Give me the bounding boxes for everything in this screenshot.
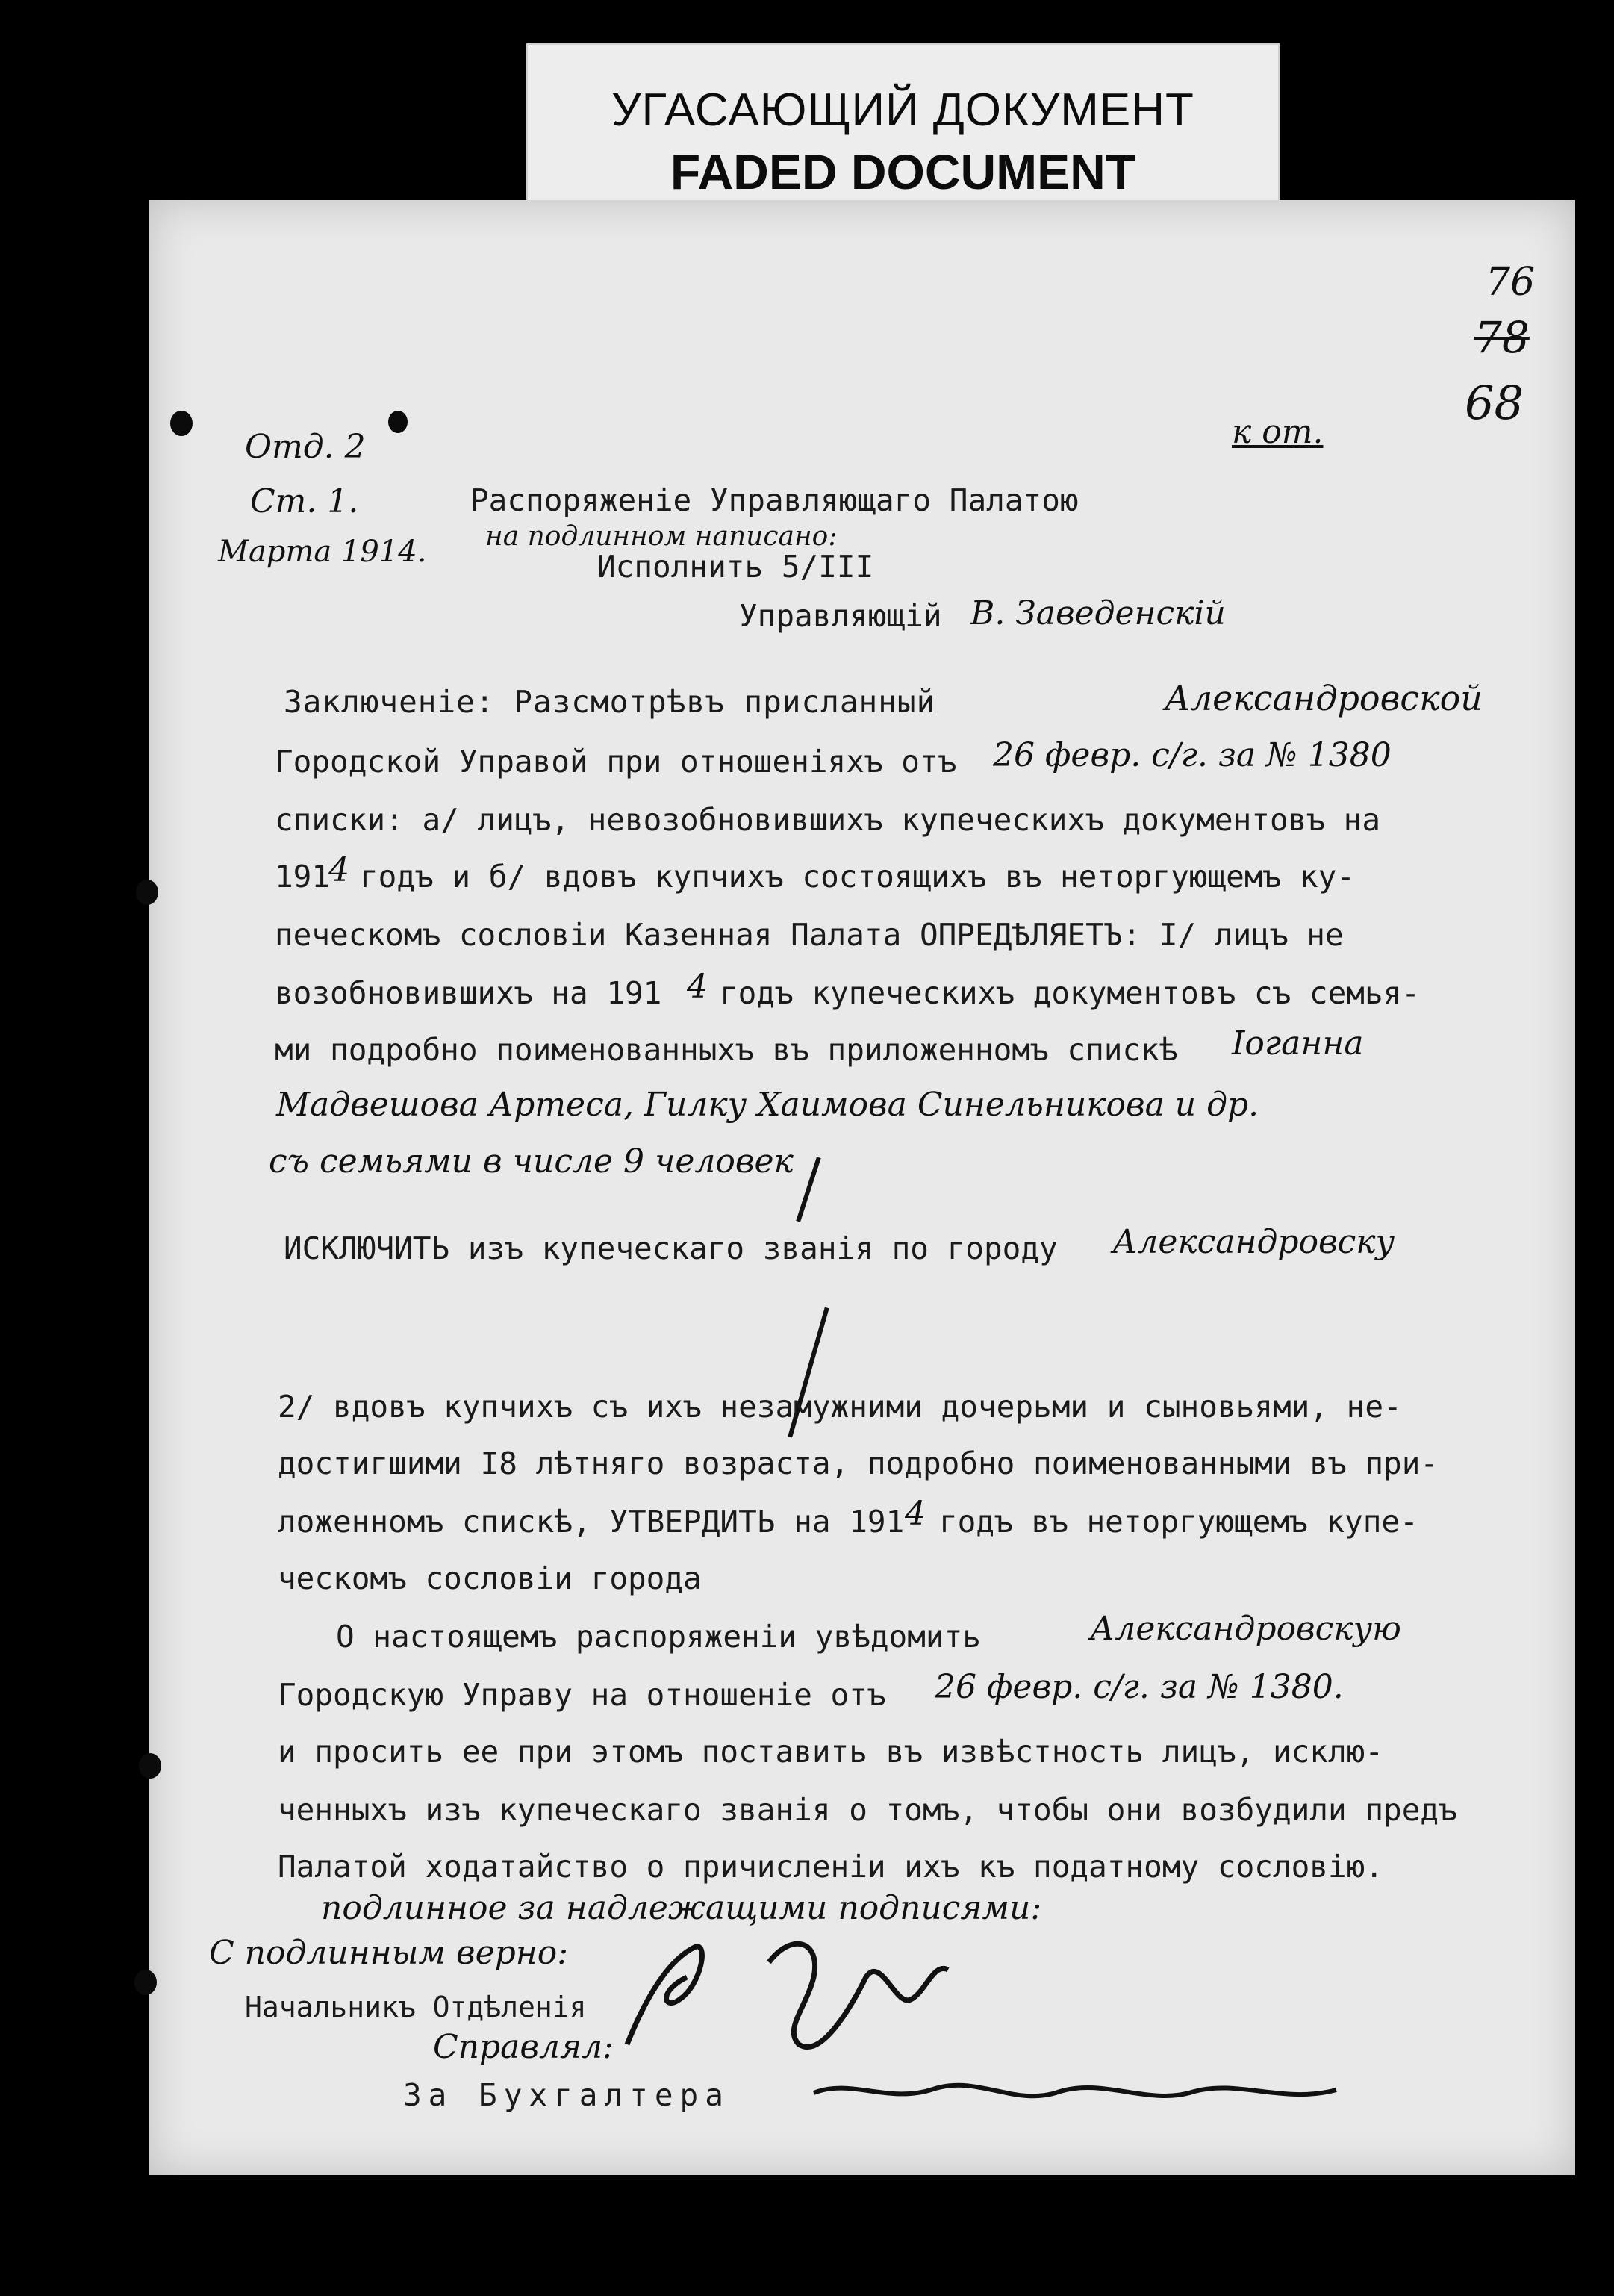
margin-date: Марта 1914. <box>218 535 427 569</box>
dept-head-label: Начальникъ Отдѣленія <box>245 1991 587 2023</box>
body-line-2: Городской Управой при отношеніяхъ отъ <box>275 744 957 780</box>
punch-hole-middle <box>136 880 158 905</box>
punch-hole-top <box>170 411 193 436</box>
dept-head-signature <box>597 1917 985 2067</box>
body-line-6a: возобновившихъ на 191 <box>275 975 662 1011</box>
label-russian: УГАСАЮЩИЙ ДОКУМЕНТ <box>611 84 1194 136</box>
body-line-3: списки: а/ лицъ, невозобновившихъ купеческихъ документовъ на <box>275 802 1381 838</box>
item2-line-3-hand: 4 <box>905 1495 926 1533</box>
body-line-7: ми подробно поименованныхъ въ приложенномъ спискѣ <box>275 1032 1178 1068</box>
item2-line-4: ческомъ сословіи города <box>278 1561 702 1596</box>
folio-right-note: к от. <box>1232 413 1324 451</box>
body-line-1-hand: Александровской <box>1165 678 1483 718</box>
item2-line-2: достигшими I8 лѣтняго возраста, подробно поименованными въ при- <box>278 1446 1439 1481</box>
punch-hole-bottom <box>134 1970 157 1995</box>
margin-dept: Отд. 2 <box>245 428 366 466</box>
slash-mark-1 <box>796 1157 821 1222</box>
item2-line-1: 2/ вдовъ купчихъ съ ихъ незамужними дочерьми и сыновьями, не- <box>278 1389 1402 1425</box>
body-line-1: Заключеніе: Разсмотрѣвъ присланный <box>284 684 936 720</box>
body-line-9-hand: съ семьями в числе 9 человек <box>269 1142 794 1180</box>
document-page <box>149 200 1575 2175</box>
body-line-4-hand: 4 <box>328 851 349 889</box>
signed-note: подлинное за надлежащими подписями: <box>321 1889 1042 1927</box>
resolution-text: Исполнить 5/III <box>597 549 874 585</box>
folio-bottom: 68 <box>1465 376 1524 430</box>
label-english: FADED DOCUMENT <box>670 144 1136 199</box>
punch-hole-lower <box>139 1753 161 1779</box>
notify-line-1: О настоящемъ распоряженіи увѣдомить <box>336 1619 981 1655</box>
item2-line-3b: годъ въ неторгующемъ купе- <box>939 1504 1418 1540</box>
notify-line-2: Городскую Управу на отношеніе отъ <box>278 1677 886 1713</box>
exclude-line-hand: Александровску <box>1112 1223 1395 1261</box>
body-line-6-hand: 4 <box>687 968 708 1006</box>
body-line-4a: 191 <box>275 859 331 895</box>
notify-line-3: и просить ее при этомъ поставить въ извѣстность лицъ, исклю- <box>278 1734 1384 1770</box>
body-line-5: печескомъ сословіи Казенная Палата ОПРЕДѢЛЯЕТЪ: I/ лицъ не <box>275 917 1344 953</box>
notify-line-4: ченныхъ изъ купеческаго званія о томъ, чтобы они возбудили предъ <box>278 1792 1457 1828</box>
body-line-8-hand: Мадвешова Артеса, Гилку Хаимова Синельникова и др. <box>276 1086 1259 1124</box>
body-line-4b: годъ и б/ вдовъ купчихъ состоящихъ въ неторгующемъ ку- <box>360 859 1355 895</box>
body-line-2-hand: 26 февр. с/г. за № 1380 <box>993 736 1392 774</box>
notify-line-2-hand: 26 февр. с/г. за № 1380. <box>935 1668 1344 1706</box>
punch-hole-top-2 <box>388 411 408 433</box>
folio-top: 76 <box>1486 260 1536 305</box>
exclude-line: ИСКЛЮЧИТЬ изъ купеческаго званія по городу <box>284 1231 1058 1266</box>
handwritten-original-note: на подлинном написано: <box>485 521 838 552</box>
order-title: Распоряженіе Управляющаго Палатою <box>470 482 1079 518</box>
margin-table: Ст. 1. <box>250 482 359 520</box>
notify-line-5: Палатой ходатайство о причисленіи ихъ къ податному сословію. <box>278 1849 1384 1885</box>
body-line-6b: годъ купеческихъ документовъ съ семья- <box>720 975 1420 1011</box>
manager-signature: В. Заведенскій <box>970 594 1226 632</box>
notify-line-1-hand: Александровскую <box>1090 1610 1401 1648</box>
manager-label: Управляющій <box>739 598 942 634</box>
accountant-label: За Бухгалтера <box>403 2077 730 2113</box>
folio-struck: 78 <box>1474 312 1530 363</box>
body-line-7-hand: Іоганна <box>1232 1024 1364 1063</box>
item2-line-3a: ложенномъ спискѣ, УТВЕРДИТЬ на 191 <box>278 1504 905 1540</box>
accountant-signature <box>806 2071 1344 2115</box>
clerk-note: Справлял: <box>433 2028 614 2066</box>
copy-verified-note: С подлинным верно: <box>209 1934 569 1972</box>
